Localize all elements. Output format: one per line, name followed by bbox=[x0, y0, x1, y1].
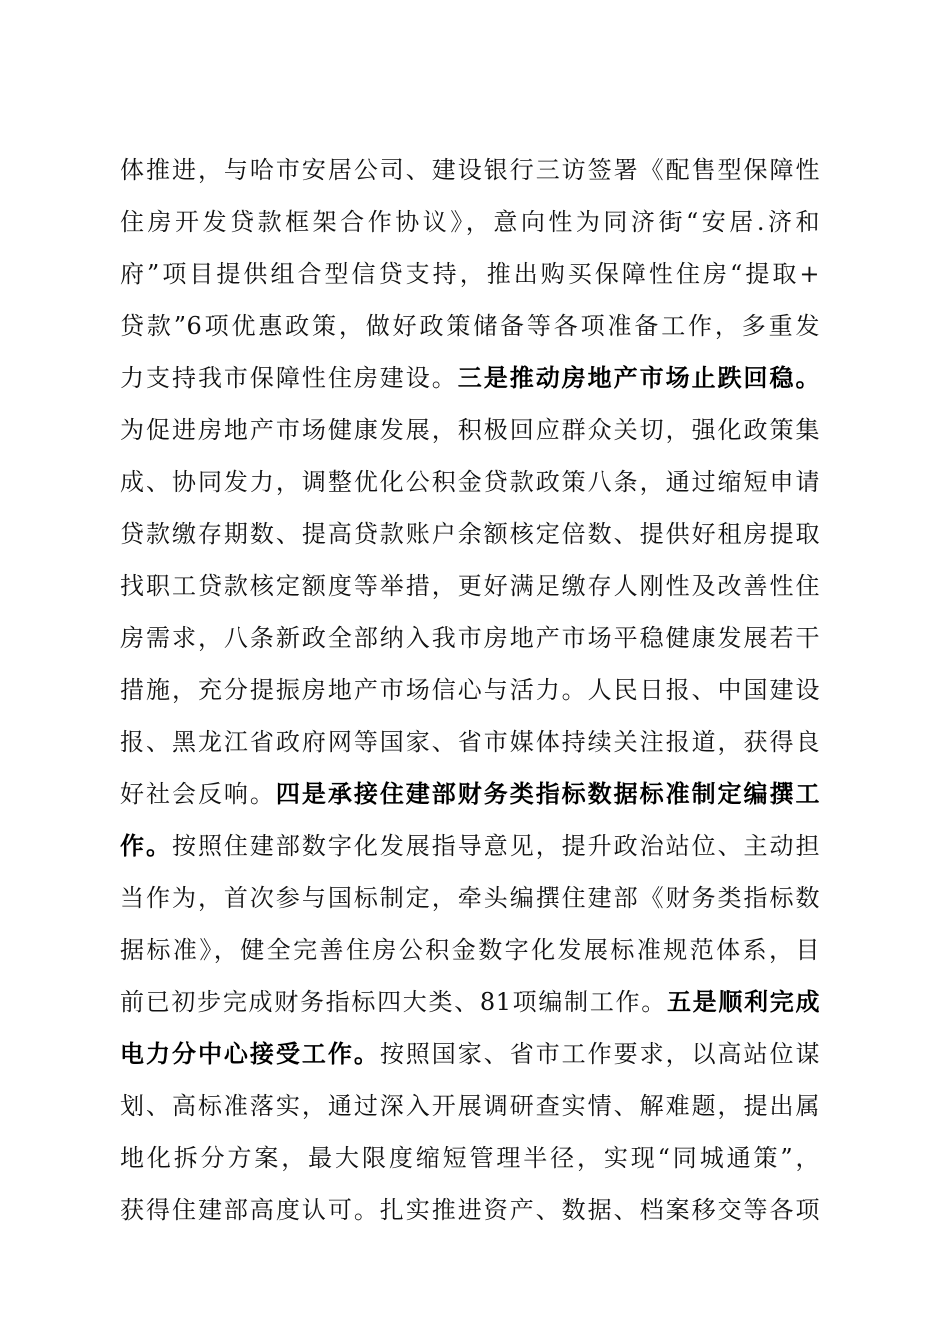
bold-heading-text: 四是承接住建部财务类指标数据标准制定编撰工 bbox=[275, 780, 820, 808]
body-text-run: 贷款”6项优惠政策，做好政策储备等各项准备工作，多重发 bbox=[120, 312, 820, 340]
body-text-run: 成、协同发力，调整优化公积金贷款政策八条，通过缩短申请 bbox=[120, 468, 820, 496]
body-paragraph bbox=[120, 144, 820, 1236]
text-line bbox=[120, 612, 820, 664]
text-line bbox=[120, 1028, 820, 1080]
bold-heading-text: 三是推动房地产市场止跌回稳。 bbox=[457, 364, 820, 392]
body-text-run: 划、高标准落实，通过深入开展调研查实情、解难题，提出属 bbox=[120, 1092, 820, 1120]
text-line bbox=[120, 872, 820, 924]
body-text-run: 获得住建部高度认可。扎实推进资产、数据、档案移交等各项 bbox=[120, 1196, 820, 1224]
bold-heading-text: 电力分中心接受工作。 bbox=[120, 1040, 380, 1068]
bold-heading-text: 作。 bbox=[120, 832, 172, 860]
body-text-run: 府”项目提供组合型信贷支持，推出购买保障性住房“提取+ bbox=[120, 260, 820, 288]
body-text-run: 当作为，首次参与国标制定，牵头编撰住建部《财务类指标数 bbox=[120, 884, 820, 912]
text-line bbox=[120, 976, 820, 1028]
text-line bbox=[120, 820, 820, 872]
text-line bbox=[120, 924, 820, 976]
body-text-run: 报、黑龙江省政府网等国家、省市媒体持续关注报道，获得良 bbox=[120, 728, 820, 756]
text-line bbox=[120, 508, 820, 560]
text-line bbox=[120, 768, 820, 820]
text-line bbox=[120, 456, 820, 508]
text-line bbox=[120, 248, 820, 300]
text-line bbox=[120, 144, 820, 196]
text-line bbox=[120, 300, 820, 352]
text-line bbox=[120, 560, 820, 612]
body-text-run: 前已初步完成财务指标四大类、81项编制工作。 bbox=[120, 988, 667, 1016]
text-line bbox=[120, 196, 820, 248]
body-text-run: 找职工贷款核定额度等举措，更好满足缴存人刚性及改善性住 bbox=[120, 572, 820, 600]
body-text-run: 住房开发贷款框架合作协议》，意向性为同济街“安居.济和 bbox=[120, 208, 820, 236]
body-text-run: 贷款缴存期数、提高贷款账户余额核定倍数、提供好租房提取 bbox=[120, 520, 820, 548]
bold-heading-text: 五是顺利完成 bbox=[666, 988, 820, 1016]
text-line bbox=[120, 404, 820, 456]
text-line bbox=[120, 664, 820, 716]
text-line bbox=[120, 352, 820, 404]
body-text-run: 房需求，八条新政全部纳入我市房地产市场平稳健康发展若干 bbox=[120, 624, 820, 652]
text-line bbox=[120, 1132, 820, 1184]
text-line bbox=[120, 1080, 820, 1132]
body-text-run: 为促进房地产市场健康发展，积极回应群众关切，强化政策集 bbox=[120, 416, 820, 444]
text-line bbox=[120, 1184, 820, 1236]
body-text-run: 按照国家、省市工作要求，以高站位谋 bbox=[379, 1040, 820, 1068]
body-text-run: 地化拆分方案，最大限度缩短管理半径，实现“同城通策”， bbox=[120, 1144, 820, 1172]
body-text-run: 好社会反响。 bbox=[120, 780, 276, 808]
text-line bbox=[120, 716, 820, 768]
body-text-run: 据标准》，健全完善住房公积金数字化发展标准规范体系，目 bbox=[120, 936, 820, 964]
body-text-run: 体推进，与哈市安居公司、建设银行三访签署《配售型保障性 bbox=[120, 156, 820, 184]
body-text-run: 措施，充分提振房地产市场信心与活力。人民日报、中国建设 bbox=[120, 676, 820, 704]
body-text-run: 按照住建部数字化发展指导意见，提升政治站位、主动担 bbox=[171, 832, 820, 860]
body-text-run: 力支持我市保障性住房建设。 bbox=[120, 364, 458, 392]
